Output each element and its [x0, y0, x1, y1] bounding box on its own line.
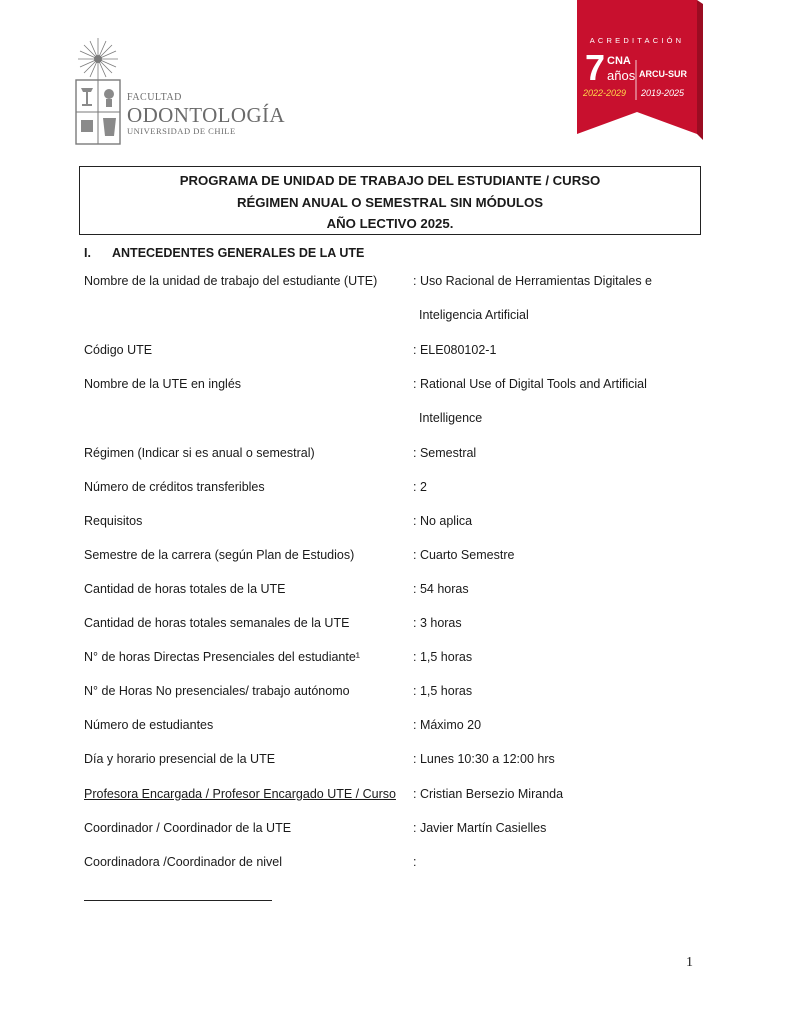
row-label: Régimen (Indicar si es anual o semestral) [84, 446, 315, 460]
logo-faculty-name: ODONTOLOGÍA [127, 103, 285, 127]
footnote-separator [84, 900, 272, 901]
row-value: : 1,5 horas [413, 684, 473, 698]
accreditation-ribbon [577, 0, 704, 144]
row-label: Cantidad de horas totales de la UTE [84, 582, 286, 596]
ribbon-years-number: 7 [585, 47, 606, 88]
row-value: : No aplica [413, 514, 473, 528]
row-value-continuation: Intelligence [419, 411, 483, 425]
title-line-1: PROGRAMA DE UNIDAD DE TRABAJO DEL ESTUDIANTE / CURSO [179, 173, 601, 188]
row-label: Cantidad de horas totales semanales de la UTE [84, 616, 350, 630]
row-label: Nombre de la UTE en inglés [84, 377, 242, 391]
university-emblem-icon [72, 36, 124, 148]
row-value: : Uso Racional de Herramientas Digitales e [413, 274, 652, 288]
row-label: Semestre de la carrera (según Plan de Estudios) [84, 548, 355, 562]
row-value: : 2 [413, 480, 427, 494]
row-label: Número de créditos transferibles [84, 480, 265, 494]
page-number: 1 [686, 955, 693, 970]
row-label: Día y horario presencial de la UTE [84, 752, 276, 766]
row-label: Coordinador / Coordinador de la UTE [84, 821, 292, 835]
row-value: : Máximo 20 [413, 718, 482, 732]
section-number: I. [84, 246, 91, 260]
row-value: : ELE080102-1 [413, 343, 497, 357]
ribbon-arcu-label: ARCU-SUR [639, 69, 687, 79]
row-value: : Cuarto Semestre [413, 548, 515, 562]
title-line-2: RÉGIMEN ANUAL O SEMESTRAL SIN MÓDULOS [236, 194, 544, 210]
row-value: : 3 horas [413, 616, 462, 630]
row-label: Requisitos [84, 514, 143, 528]
row-value-continuation: Inteligencia Artificial [419, 308, 529, 322]
row-value: : Rational Use of Digital Tools and Artificial [413, 377, 647, 391]
section-title: ANTECEDENTES GENERALES DE LA UTE [112, 246, 365, 260]
row-value: : Semestral [413, 446, 477, 460]
row-value: : 54 horas [413, 582, 469, 596]
row-value: : Javier Martín Casielles [413, 821, 547, 835]
logo-faculty-text: FACULTAD [127, 92, 182, 103]
section-heading [84, 246, 364, 260]
document-title-box [79, 166, 701, 235]
row-label: Número de estudiantes [84, 718, 214, 732]
title-line-3: AÑO LECTIVO 2025. [326, 216, 454, 231]
row-label: Coordinadora /Coordinador de nivel [84, 855, 283, 869]
row-label: N° de Horas No presenciales/ trabajo autónomo [84, 684, 350, 698]
row-value: : Lunes 10:30 a 12:00 hrs [413, 752, 555, 766]
ribbon-cna-period: 2022-2029 [583, 88, 627, 98]
row-value: : 1,5 horas [413, 650, 473, 664]
ribbon-anos-label: años [607, 68, 636, 83]
faculty-logo [72, 36, 285, 148]
row-label: Código UTE [84, 343, 153, 357]
row-value: : [413, 855, 417, 869]
row-label: N° de horas Directas Presenciales del estudiante¹ [84, 650, 360, 664]
row-label: Nombre de la unidad de trabajo del estudiante (UTE) [84, 274, 378, 288]
row-value: : Cristian Bersezio Miranda [413, 787, 564, 801]
ribbon-accreditation-label: ACREDITACIÓN [589, 36, 685, 45]
ribbon-cna-label: CNA [607, 55, 631, 67]
ribbon-arcu-period: 2019-2025 [641, 88, 685, 98]
logo-university-text: UNIVERSIDAD DE CHILE [127, 126, 236, 136]
row-label: Profesora Encargada / Profesor Encargado UTE / Curso [84, 787, 396, 801]
